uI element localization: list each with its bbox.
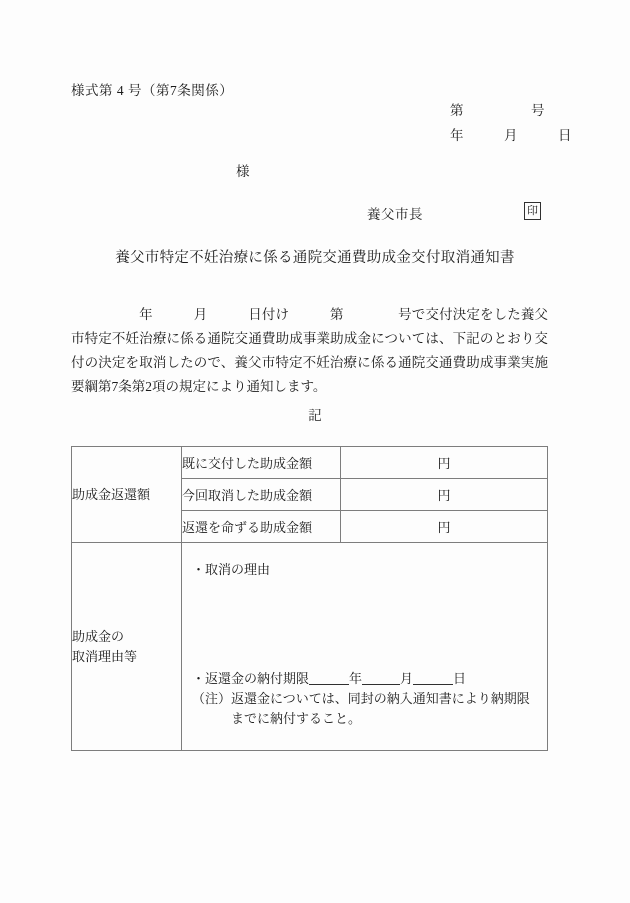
refund-amount-field[interactable]: 円 bbox=[341, 447, 548, 479]
reason-label-line2: 取消理由等 bbox=[72, 648, 138, 664]
document-number-field[interactable]: 第 号 bbox=[450, 103, 545, 118]
body-paragraph: 年 月 日付け 第 号で交付決定をした養父市特定不妊治療に係る通院交通費助成事業助成金については、下記のとおり交付の決定を取消したので、養父市特定不妊治療に係る通院交通費助成事業実施要綱第7条第2項の規定により通知します。 bbox=[71, 307, 548, 394]
deadline-year-unit: 年 bbox=[349, 671, 363, 686]
deadline-note-line2: までに納付すること。 bbox=[192, 711, 362, 726]
reason-content-cell[interactable] bbox=[182, 543, 548, 751]
refund-amount-field[interactable]: 円 bbox=[341, 511, 548, 543]
refund-item-label: 返還を命ずる助成金額 bbox=[182, 511, 341, 543]
seal-icon: 印 bbox=[524, 202, 541, 220]
subsidy-table bbox=[71, 446, 548, 751]
reason-section-label bbox=[72, 543, 182, 751]
refund-section-label: 助成金返還額 bbox=[72, 447, 182, 543]
deadline-day-blank[interactable] bbox=[413, 671, 453, 685]
addressee-honorific: 様 bbox=[236, 164, 250, 179]
deadline-year-blank[interactable] bbox=[309, 671, 349, 685]
page-title: 養父市特定不妊治療に係る通院交通費助成金交付取消通知書 bbox=[115, 250, 515, 266]
deadline-label: ・返還金の納付期限 bbox=[192, 671, 310, 686]
reason-heading: ・取消の理由 bbox=[192, 562, 271, 577]
deadline-line bbox=[192, 669, 530, 689]
refund-item-label: 今回取消した助成金額 bbox=[182, 479, 341, 511]
deadline-block bbox=[192, 669, 530, 729]
issuer-name: 養父市長 bbox=[367, 207, 423, 222]
reason-label-line1: 助成金の bbox=[72, 628, 125, 644]
refund-item-label: 既に交付した助成金額 bbox=[182, 447, 341, 479]
refund-amount-field[interactable]: 円 bbox=[341, 479, 548, 511]
deadline-month-blank[interactable] bbox=[362, 671, 400, 685]
table-row bbox=[72, 543, 548, 751]
document-date-field[interactable]: 年 月 日 bbox=[450, 128, 572, 143]
deadline-note-line1: （注）返還金については、同封の納入通知書により納期限 bbox=[192, 691, 530, 706]
ki-marker: 記 bbox=[308, 408, 322, 423]
deadline-month-unit: 月 bbox=[400, 671, 414, 686]
deadline-day-unit: 日 bbox=[453, 671, 467, 686]
form-number: 様式第 4 号（第7条関係） bbox=[71, 83, 234, 98]
table-row bbox=[72, 447, 548, 479]
